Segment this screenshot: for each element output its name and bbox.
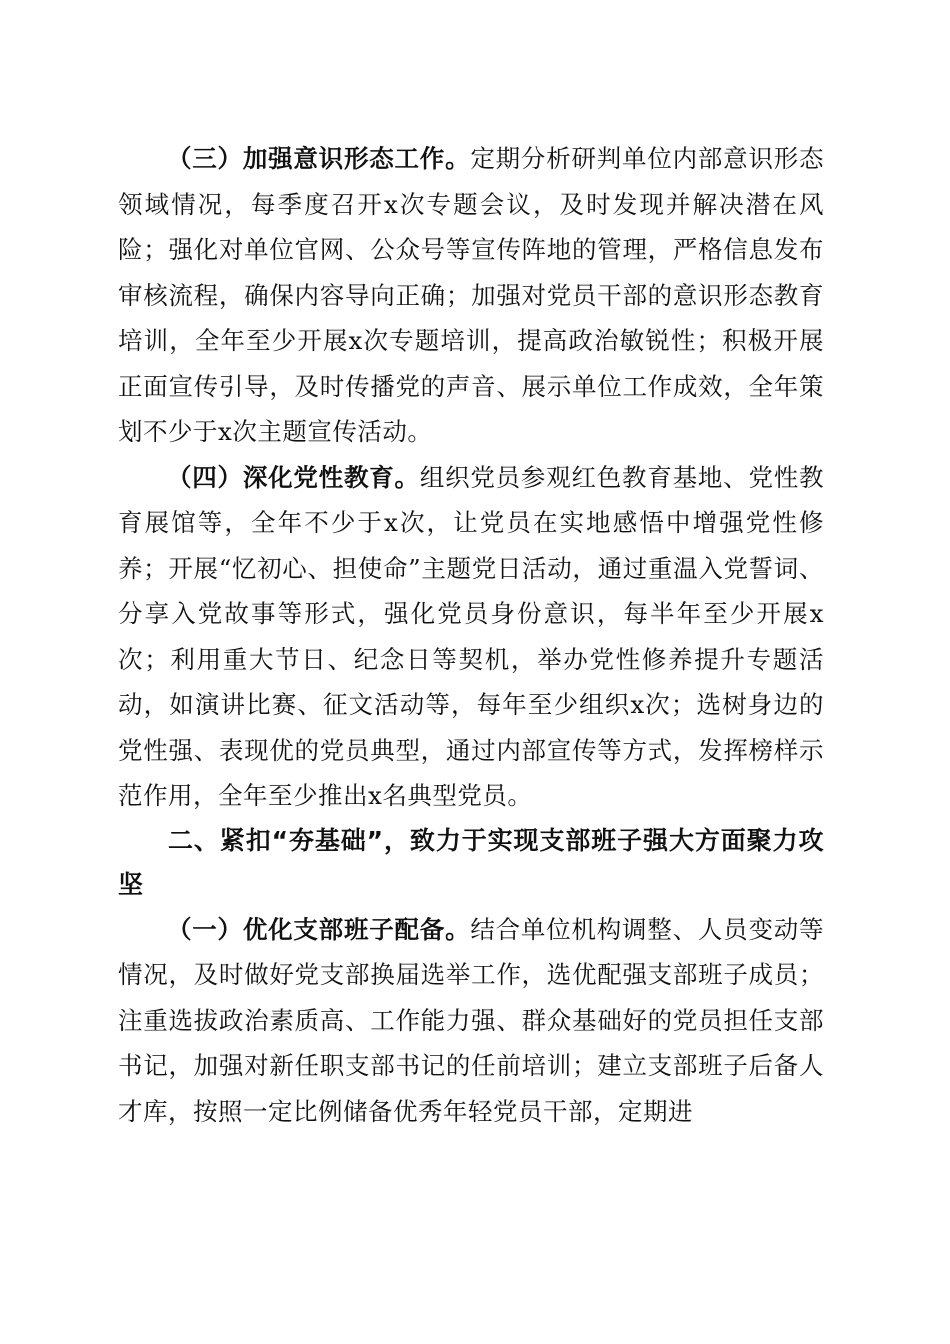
paragraph-branch-team — [118, 907, 824, 1135]
paragraph-party-education — [118, 455, 824, 819]
paragraph-body: 组织党员参观红色教育基地、党性教育展馆等，全年不少于x次，让党员在实地感悟中增强党性修养；开展“忆初心、担使命”主题党日活动，通过重温入党誓词、分享入党故事等形式，强化党员身份意识，每半年至少开展x次；利用重大节日、纪念日等契机，举办党性修养提升专题活动，如演讲比赛、征文活动等，每年至少组织x次；选树身边的党性强、表现优的党员典型，通过内部宣传等方式，发挥榜样示范作用，全年至少推出x名典型党员。 — [118, 462, 825, 810]
document-page — [118, 136, 824, 1134]
paragraph-lead: （四）深化党性教育。 — [167, 462, 420, 492]
section-heading: 二、紧扣“夯基础”，致力于实现支部班子强大方面聚力攻坚 — [118, 825, 824, 899]
paragraph-lead: （三）加强意识形态工作。 — [167, 144, 471, 173]
paragraph-body: 结合单位机构调整、人员变动等情况，及时做好党支部换届选举工作，选优配强支部班子成员；注重选拔政治素质高、工作能力强、群众基础好的党员担任支部书记，加强对新任职支部书记的任前培训；建立支部班子后备人才库，按照一定比例储备优秀年轻党员干部，定期进 — [118, 914, 824, 1126]
paragraph-ideology-work — [118, 136, 824, 455]
paragraph-lead: （一）优化支部班子配备。 — [167, 914, 471, 944]
paragraph-body: 定期分析研判单位内部意识形态领域情况，每季度召开x次专题会议，及时发现并解决潜在风险；强化对单位官网、公众号等宣传阵地的管理，严格信息发布审核流程，确保内容导向正确；加强对党员干部的意识形态教育培训，全年至少开展x次专题培训，提高政治敏锐性；积极开展正面宣传引导，及时传播党的声音、展示单位工作成效，全年策划不少于x次主题宣传活动。 — [118, 144, 824, 446]
